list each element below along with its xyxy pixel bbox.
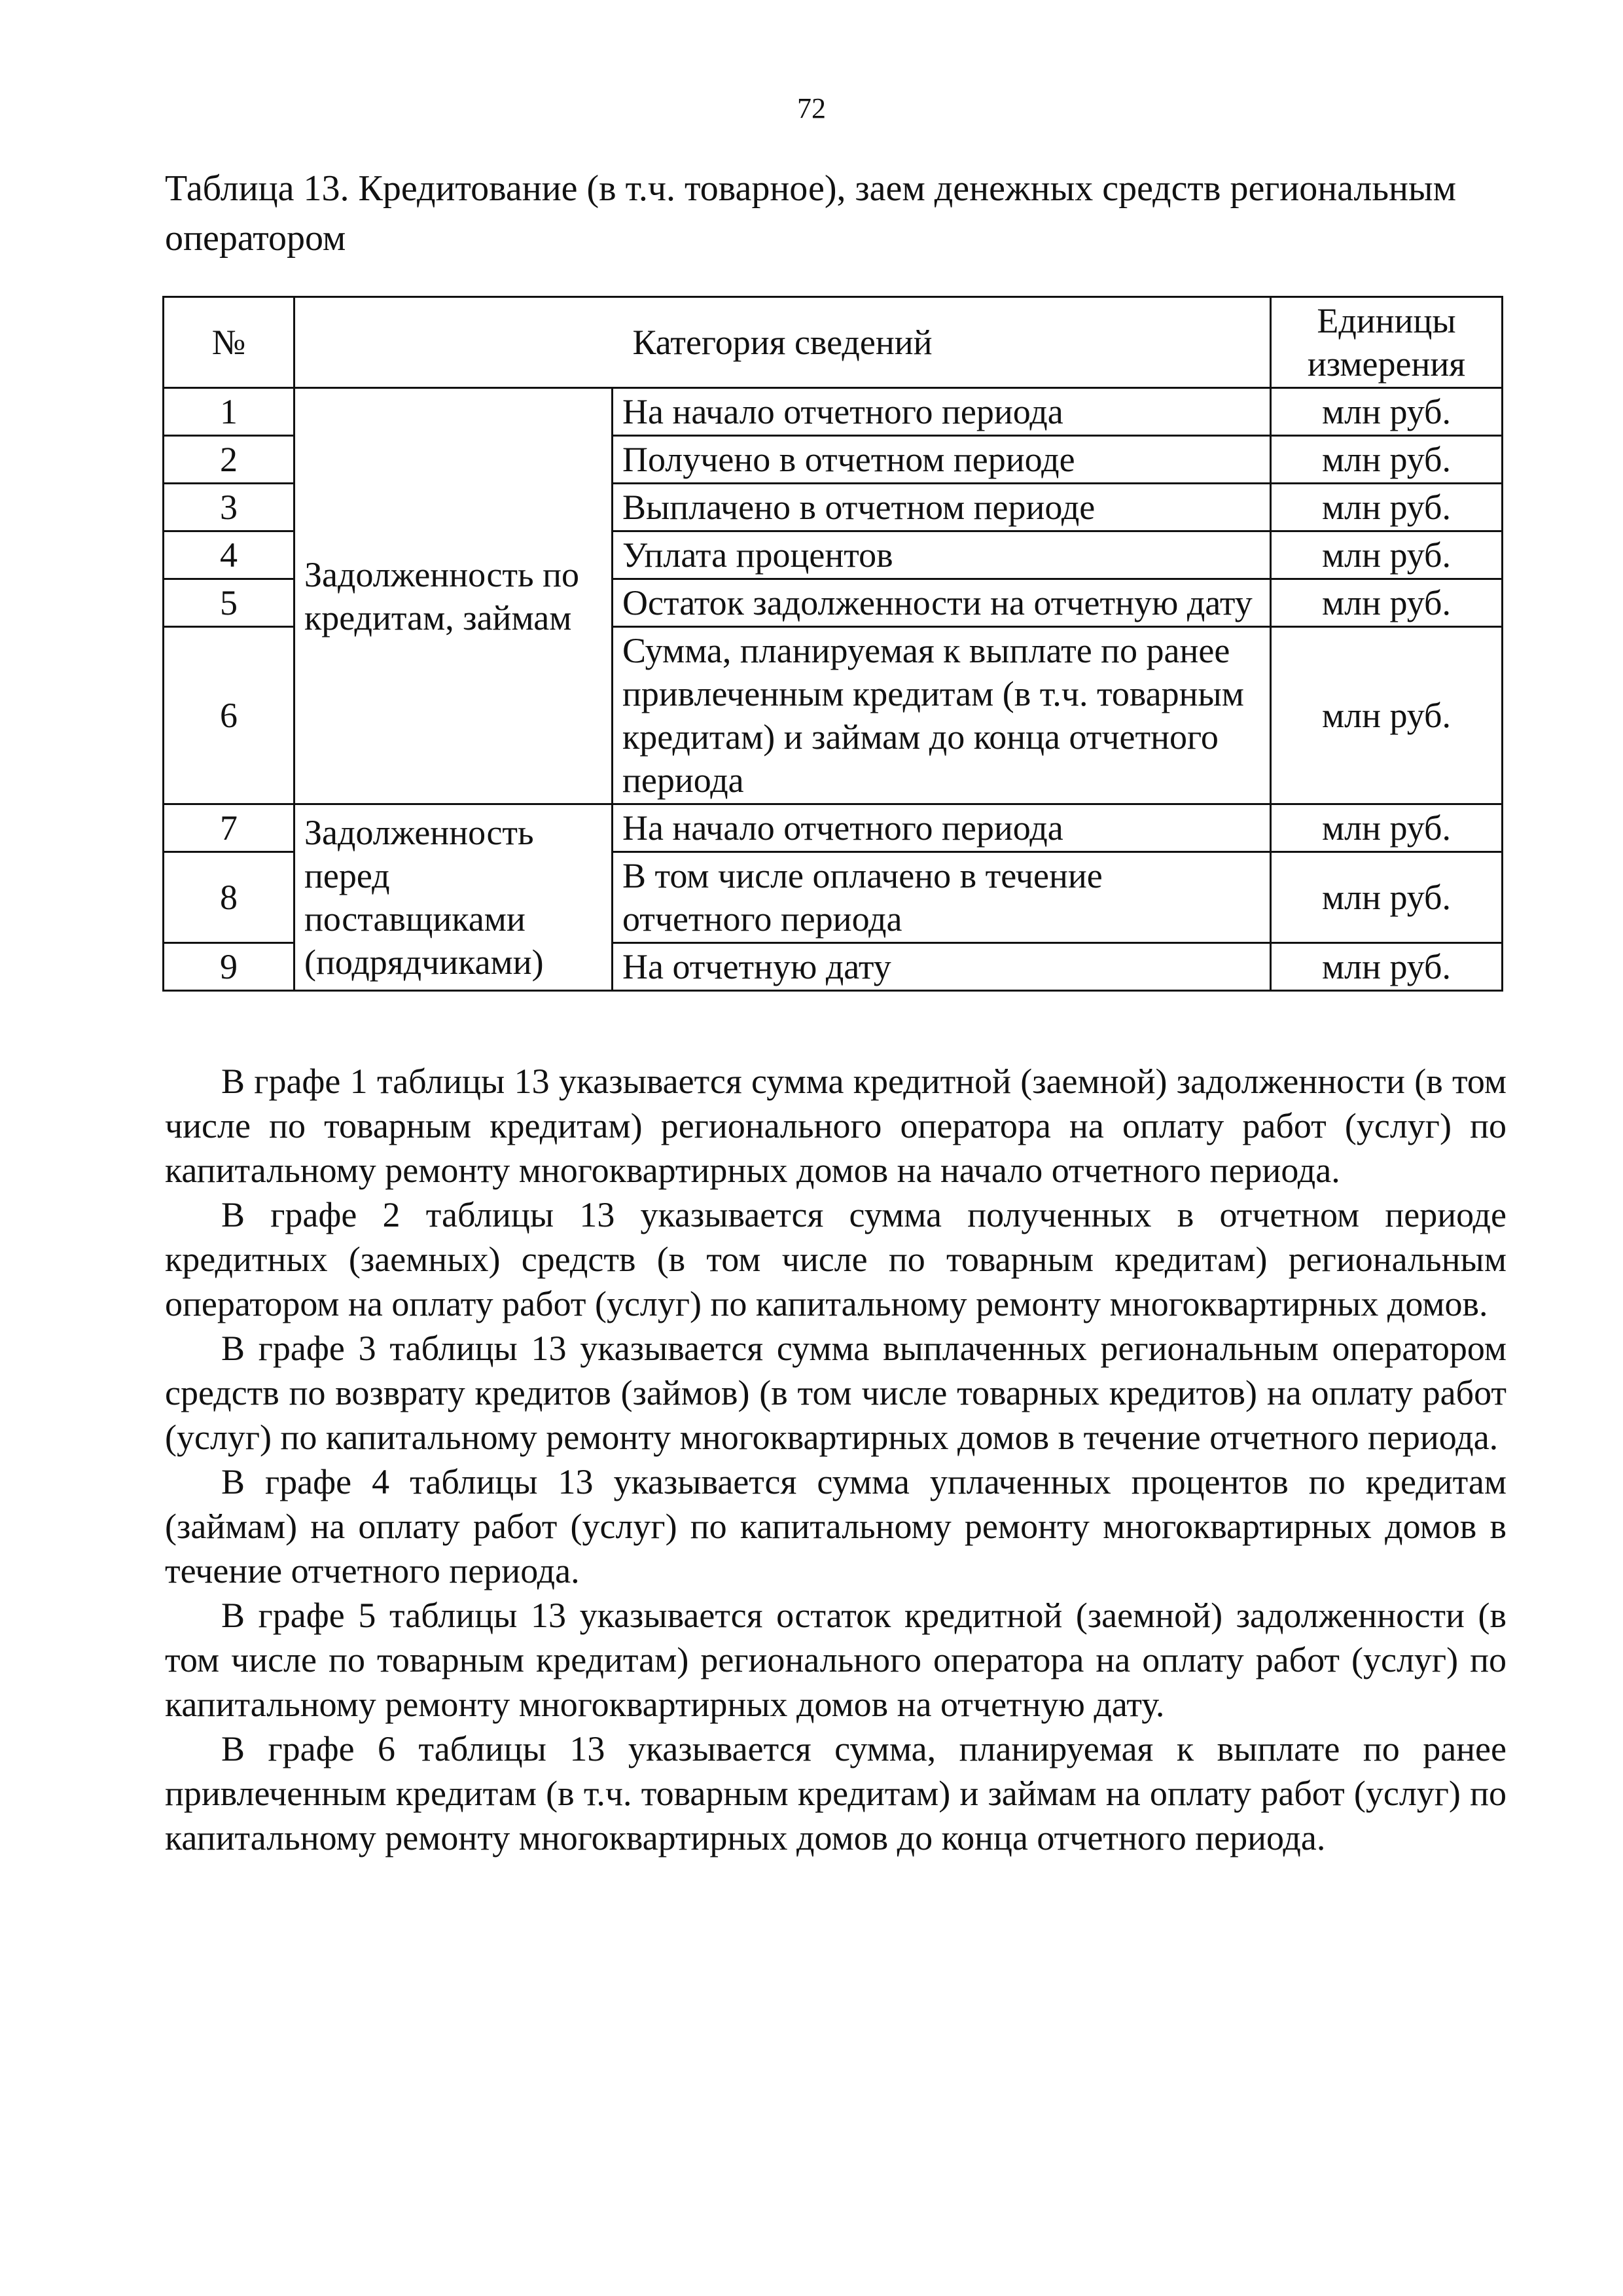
row-num: 3 [164, 484, 294, 531]
row-num: 1 [164, 388, 294, 436]
table-header-row [164, 297, 1503, 388]
table-row [164, 388, 1503, 436]
row-unit: млн руб. [1271, 579, 1503, 627]
row-num: 4 [164, 531, 294, 579]
paragraph: В графе 6 таблицы 13 указывается сумма, планируемая к выплате по ранее привлеченным кредитам (в т.ч. товарным кредитам) и займам на оплату работ (услуг) по капитальному ремонту многоквартирных домов до конца отчетного периода. [165, 1729, 1507, 1857]
paragraph: В графе 2 таблицы 13 указывается сумма полученных в отчетном периоде кредитных (заемных) средств (в том числе по товарным кредитам) региональным оператором на оплату работ (услуг) по капитальному ремонту многоквартирных домов. [165, 1195, 1507, 1323]
header-unit: Единицы измерения [1271, 297, 1503, 388]
row-item: Остаток задолженности на отчетную дату [613, 579, 1271, 627]
paragraph: В графе 1 таблицы 13 указывается сумма кредитной (заемной) задолженности (в том числе по товарным кредитам) регионального оператора на оплату работ (услуг) по капитальному ремонту многоквартирных домов на начало отчетного периода. [165, 1062, 1507, 1190]
row-num: 5 [164, 579, 294, 627]
paragraph: В графе 3 таблицы 13 указывается сумма выплаченных региональным оператором средств по возврату кредитов (займов) (в том числе товарных кредитов) на оплату работ (услуг) по капитальному ремонту многоквартирных домов в течение отчетного периода. [165, 1329, 1507, 1457]
row-item: На начало отчетного периода [613, 388, 1271, 436]
row-unit: млн руб. [1271, 436, 1503, 484]
table-row [164, 804, 1503, 852]
paragraph: В графе 4 таблицы 13 указывается сумма уплаченных процентов по кредитам (займам) на оплату работ (услуг) по капитальному ремонту многоквартирных домов в течение отчетного периода. [165, 1462, 1507, 1590]
header-num: № [164, 297, 294, 388]
group-label-suppliers: Задолженность перед поставщиками (подрядчиками) [294, 804, 613, 991]
row-num: 2 [164, 436, 294, 484]
row-num: 9 [164, 943, 294, 991]
row-unit: млн руб. [1271, 852, 1503, 943]
row-num: 8 [164, 852, 294, 943]
page-number: 72 [797, 92, 826, 124]
row-unit: млн руб. [1271, 531, 1503, 579]
row-item: Сумма, планируемая к выплате по ранее привлеченным кредитам (в т.ч. товарным кредитам) и займам до конца отчетного периода [613, 627, 1271, 804]
paragraph: В графе 5 таблицы 13 указывается остаток кредитной (заемной) задолженности (в том числе по товарным кредитам) регионального оператора на оплату работ (услуг) по капитальному ремонту многоквартирных домов на отчетную дату. [165, 1596, 1507, 1724]
row-unit: млн руб. [1271, 627, 1503, 804]
row-num: 7 [164, 804, 294, 852]
row-unit: млн руб. [1271, 943, 1503, 991]
row-item: В том числе оплачено в течение отчетного периода [613, 852, 1271, 943]
report-table [162, 296, 1503, 992]
row-unit: млн руб. [1271, 484, 1503, 531]
row-item: Уплата процентов [613, 531, 1271, 579]
row-item: Получено в отчетном периоде [613, 436, 1271, 484]
group-label-loans: Задолженность по кредитам, займам [294, 388, 613, 804]
header-category: Категория сведений [294, 297, 1271, 388]
row-item: На начало отчетного периода [613, 804, 1271, 852]
row-unit: млн руб. [1271, 388, 1503, 436]
row-num: 6 [164, 627, 294, 804]
row-item: На отчетную дату [613, 943, 1271, 991]
body-text [165, 1059, 1507, 1860]
row-unit: млн руб. [1271, 804, 1503, 852]
table-caption: Таблица 13. Кредитование (в т.ч. товарное), заем денежных средств региональным оператором [165, 168, 1457, 259]
row-item: Выплачено в отчетном периоде [613, 484, 1271, 531]
